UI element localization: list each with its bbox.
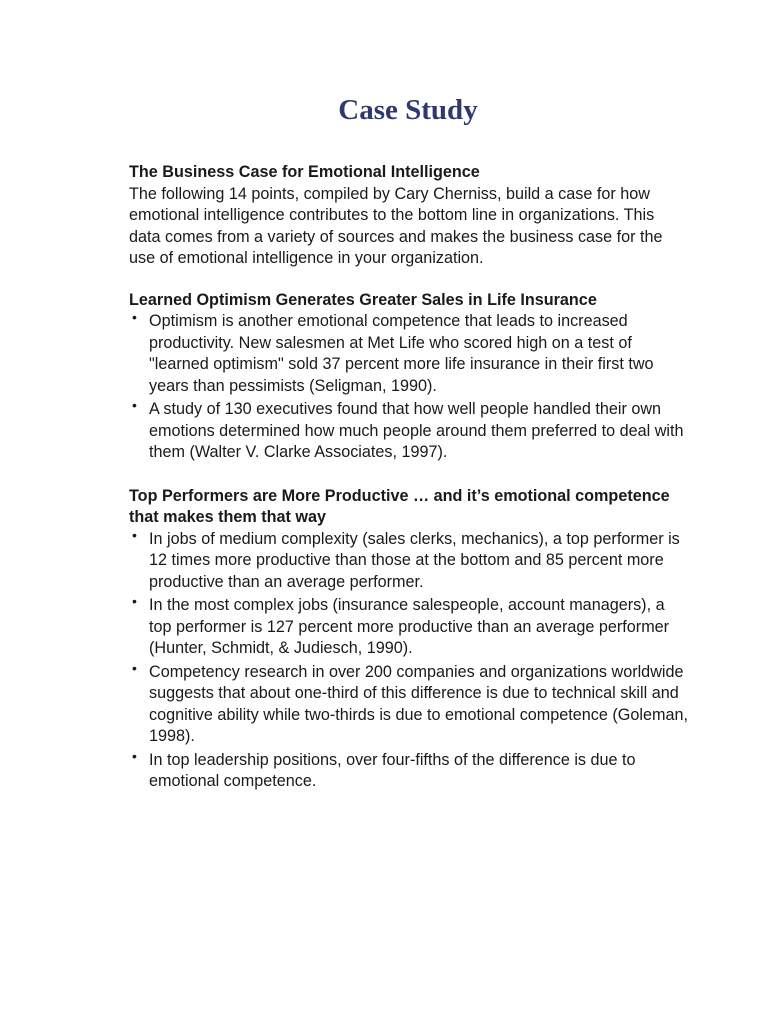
list-item <box>129 595 689 660</box>
bullet-list-learned-optimism <box>129 311 689 464</box>
bullet-icon: • <box>132 747 137 764</box>
list-item-text: Optimism is another emotional competence that leads to increased productivity. New salesmen at Met Life who scored high on a test of "learned optimism" sold 37 percent more life insurance in their first two years than pessimists (Seligman, 1990). <box>149 312 654 395</box>
intro-paragraph: The following 14 points, compiled by Cary Cherniss, build a case for how emotional intelligence contributes to the bottom line in organizations. This data comes from a variety of sources and makes the business case for the use of emotional intelligence in your organization. <box>129 184 663 267</box>
list-item <box>129 526 689 594</box>
list-item-text: Competency research in over 200 companies and organizations worldwide suggests that about one-third of this difference is due to technical skill and cognitive ability while two-thirds is due to emotional competence (Goleman, 1998). <box>149 662 688 745</box>
bullet-icon: • <box>132 526 137 543</box>
list-item-text: In top leadership positions, over four-fifths of the difference is due to emotional competence. <box>149 750 636 790</box>
page-title: Case Study <box>338 94 478 126</box>
bullet-icon: • <box>132 397 137 413</box>
section-heading-top-performers: Top Performers are More Productive … and it’s emotional competence that makes them that way <box>129 486 670 526</box>
document-body <box>129 162 689 795</box>
bullet-icon: • <box>132 593 137 609</box>
list-item-text: In the most complex jobs (insurance salespeople, account managers), a top performer is 127 percent more productive than an average performer (Hunter, Schmidt, & Judiesch, 1990). <box>149 596 670 657</box>
list-item-text: A study of 130 executives found that how well people handled their own emotions determined how much people around them preferred to deal with them (Walter V. Clarke Associates, 1997). <box>149 400 684 461</box>
bullet-icon: • <box>132 309 137 325</box>
bullet-icon: • <box>132 659 137 676</box>
list-item <box>129 399 689 464</box>
intro-heading: The Business Case for Emotional Intelligence <box>129 163 480 181</box>
section-heading-learned-optimism: Learned Optimism Generates Greater Sales in Life Insurance <box>129 290 597 309</box>
list-item <box>129 311 689 397</box>
list-item <box>129 747 689 793</box>
list-item-text: In jobs of medium complexity (sales clerks, mechanics), a top performer is 12 times more productive than those at the bottom and 85 percent more productive than an average performer. <box>149 529 680 591</box>
list-item <box>129 659 689 748</box>
bullet-list-top-performers <box>129 526 689 793</box>
